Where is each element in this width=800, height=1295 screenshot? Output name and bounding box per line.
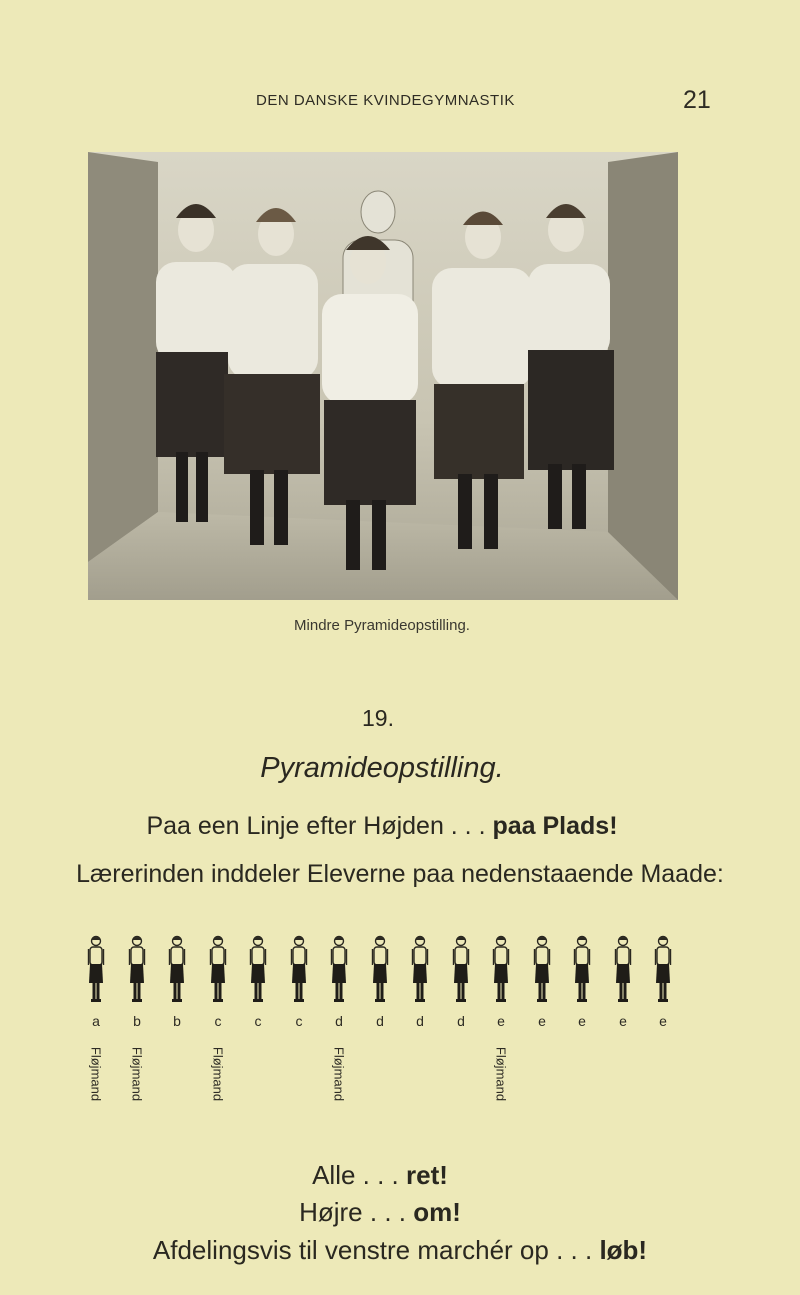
gymnast-figure bbox=[651, 935, 675, 1007]
running-head bbox=[0, 86, 800, 122]
figure-letter: e bbox=[659, 1013, 667, 1029]
command-alle-bold: ret! bbox=[406, 1160, 448, 1190]
gymnast-icon bbox=[611, 935, 635, 1007]
gymnast-figure bbox=[368, 935, 392, 1007]
figure-caption: Mindre Pyramideopstilling. bbox=[294, 617, 470, 634]
gymnast-figure bbox=[530, 935, 554, 1007]
photo-illustration bbox=[88, 152, 678, 600]
exercise-title: Pyramideopstilling. bbox=[260, 752, 504, 784]
page-number: 21 bbox=[683, 86, 711, 114]
group-photo bbox=[88, 152, 678, 600]
gymnast-figure bbox=[84, 935, 108, 1007]
instruction-text: Lærerinden inddeler Eleverne paa nedenstaaende Maade: bbox=[76, 860, 724, 888]
command-afdelingsvis-bold: løb! bbox=[599, 1235, 648, 1265]
figure-letter: e bbox=[497, 1013, 505, 1029]
gymnast-icon bbox=[206, 935, 230, 1007]
gymnast-figure bbox=[206, 935, 230, 1007]
gymnast-icon bbox=[287, 935, 311, 1007]
figure-letter: e bbox=[619, 1013, 627, 1029]
command-alle bbox=[0, 1160, 760, 1191]
command-hojre bbox=[0, 1197, 760, 1228]
figure-letter: e bbox=[538, 1013, 546, 1029]
flojmand-label bbox=[327, 1039, 351, 1109]
flojmand-text: Fløjmand bbox=[331, 1046, 347, 1102]
flojmand-label bbox=[206, 1039, 230, 1109]
gymnast-figure bbox=[611, 935, 635, 1007]
gymnast-figure bbox=[570, 935, 594, 1007]
figure-letter: c bbox=[214, 1013, 222, 1029]
gymnast-icon bbox=[570, 935, 594, 1007]
figure-letter: d bbox=[376, 1013, 384, 1029]
command-hojre-bold: om! bbox=[413, 1197, 461, 1227]
gymnast-icon bbox=[651, 935, 675, 1007]
figure-letter: d bbox=[416, 1013, 424, 1029]
gymnast-figure bbox=[489, 935, 513, 1007]
flojmand-label bbox=[125, 1039, 149, 1109]
gymnast-icon bbox=[489, 935, 513, 1007]
formation-diagram bbox=[0, 935, 800, 1105]
figure-letter: d bbox=[457, 1013, 465, 1029]
flojmand-text: Fløjmand bbox=[493, 1046, 509, 1102]
figure-letter: a bbox=[92, 1013, 100, 1029]
flojmand-label bbox=[489, 1039, 513, 1109]
gymnast-figure bbox=[165, 935, 189, 1007]
command-afdelingsvis-text: Afdelingsvis til venstre marchér op . . . bbox=[152, 1235, 593, 1265]
gymnast-icon bbox=[125, 935, 149, 1007]
running-title: DEN DANSKE KVINDEGYMNASTIK bbox=[256, 92, 515, 109]
gymnast-icon bbox=[327, 935, 351, 1007]
gymnast-icon bbox=[449, 935, 473, 1007]
figure-letter: b bbox=[133, 1013, 141, 1029]
gymnast-icon bbox=[165, 935, 189, 1007]
figure-letter: c bbox=[295, 1013, 303, 1029]
flojmand-text: Fløjmand bbox=[88, 1046, 104, 1102]
flojmand-text: Fløjmand bbox=[129, 1046, 145, 1102]
command-prefix: Paa een Linje efter Højden . . . bbox=[146, 812, 486, 840]
gymnast-icon bbox=[84, 935, 108, 1007]
exercise-number: 19. bbox=[362, 705, 394, 731]
gymnast-figure bbox=[287, 935, 311, 1007]
command-line-position bbox=[0, 812, 764, 841]
flojmand-text: Fløjmand bbox=[210, 1046, 226, 1102]
gymnast-icon bbox=[368, 935, 392, 1007]
gymnast-figure bbox=[408, 935, 432, 1007]
gymnast-icon bbox=[530, 935, 554, 1007]
gymnast-icon bbox=[408, 935, 432, 1007]
figure-letter: c bbox=[254, 1013, 262, 1029]
command-bold: paa Plads! bbox=[492, 812, 618, 840]
figure-letter: d bbox=[335, 1013, 343, 1029]
command-hojre-text: Højre . . . bbox=[299, 1197, 406, 1227]
figure-letter: e bbox=[578, 1013, 586, 1029]
flojmand-label bbox=[84, 1039, 108, 1109]
gymnast-figure bbox=[246, 935, 270, 1007]
gymnast-figure bbox=[449, 935, 473, 1007]
command-alle-text: Alle . . . bbox=[312, 1160, 399, 1190]
figure-letter: b bbox=[173, 1013, 181, 1029]
gymnast-icon bbox=[246, 935, 270, 1007]
gymnast-figure bbox=[327, 935, 351, 1007]
gymnast-figure bbox=[125, 935, 149, 1007]
command-afdelingsvis bbox=[0, 1235, 800, 1266]
